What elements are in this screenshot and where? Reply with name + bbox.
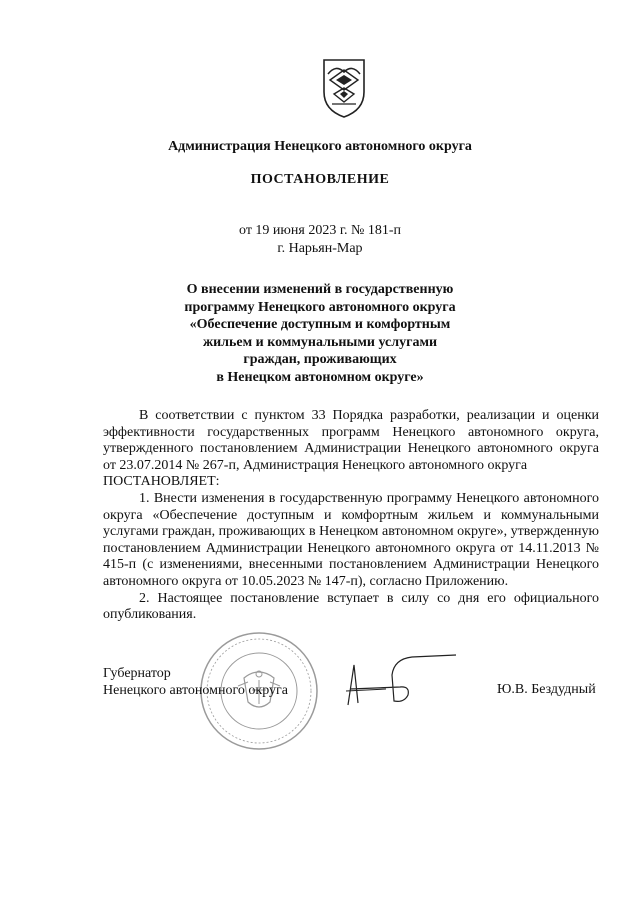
signatory-position [103,665,288,699]
title-line: О внесении изменений в государственную [186,282,454,297]
preamble-paragraph: В соответствии с пунктом 33 Порядка разработки, реализации и оценки эффективности государственных программ Ненецкого автономного округа, утвержденного постановлением Администрации Ненецкого автономного округа от 23.07.2014 № 267-п, Администрация Ненецкого автономного округа [103,408,599,473]
position-line: Ненецкого автономного округа [103,683,288,698]
signatory-name: Ю.В. Бездудный [497,682,596,697]
coat-of-arms-icon [320,56,368,120]
item-1-paragraph: 1. Внести изменения в государственную программу Ненецкого автономного округа «Обеспечение доступным и комфортным жильем и коммунальными услугами граждан, проживающих в Ненецком автономном округе», утвержденную постановлением Администрации Ненецкого автономного округа от 14.11.2013 № 415-п (с изменениями, внесенными постановлением Администрации Ненецкого автономного округа от 10.05.2023 № 147-п), согласно Приложению. [103,490,599,589]
title-line: «Обеспечение доступным и комфортным [189,317,451,332]
organization-name: Администрация Ненецкого автономного округа [168,139,472,154]
city: г. Нарьян-Мар [277,241,363,256]
document-title [0,281,640,386]
date-and-place [0,222,640,258]
position-line: Губернатор [103,666,171,681]
resolves-word: ПОСТАНОВЛЯЕТ: [103,474,220,490]
title-line: в Ненецком автономном округе» [216,369,424,385]
title-line: граждан, проживающих [243,352,397,367]
date-number: от 19 июня 2023 г. № 181-п [239,223,401,238]
item-2-paragraph: 2. Настоящее постановление вступает в силу со дня его официального опубликования. [103,590,599,623]
document-type: ПОСТАНОВЛЕНИЕ [250,172,390,187]
handwritten-signature-icon [340,645,460,715]
title-line: программу Ненецкого автономного округа [184,299,456,315]
title-line: жильем и коммунальными услугами [202,334,438,350]
document-body [103,408,599,624]
